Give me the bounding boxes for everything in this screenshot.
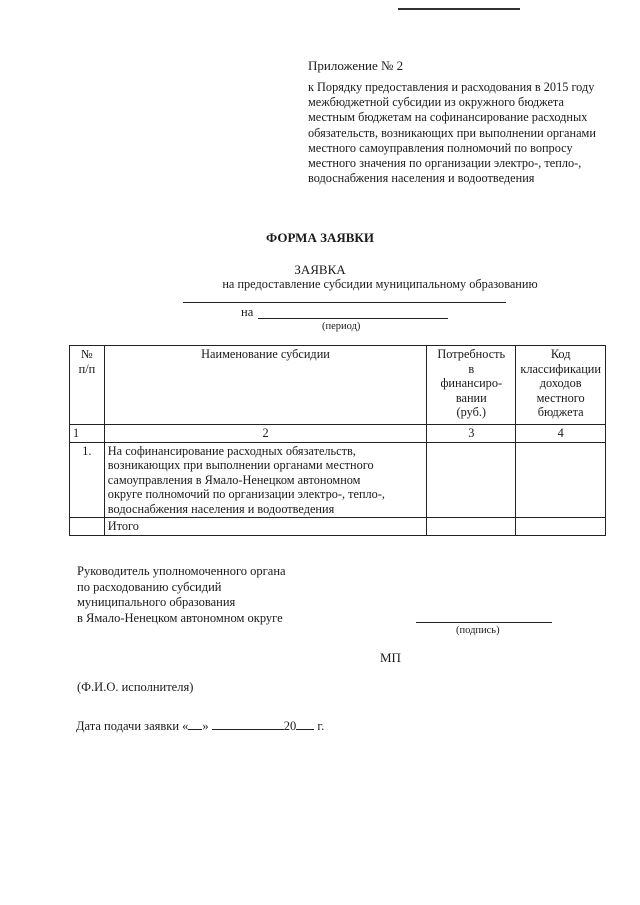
submission-date xyxy=(76,718,324,734)
header-need xyxy=(427,346,516,425)
row-name-line: самоуправления в Ямало-Ненецком автономном xyxy=(107,472,361,487)
header-num-line: № xyxy=(81,347,93,361)
signer-line: в Ямало-Ненецком автономном округе xyxy=(77,610,283,625)
document-subtitle: на предоставление субсидии муниципальному образованию xyxy=(222,277,538,291)
row-name xyxy=(104,442,426,518)
form-heading: ФОРМА ЗАЯВКИ xyxy=(266,230,374,245)
appendix-line: местным бюджетам на софинансирование расходных xyxy=(308,110,588,125)
header-need-line: (руб.) xyxy=(456,405,487,419)
header-need-line: Потребность xyxy=(437,347,506,361)
signer-line: муниципального образования xyxy=(77,595,236,609)
appendix-line: местного самоуправления полномочий по вопросу xyxy=(308,140,573,155)
appendix-description xyxy=(308,80,628,186)
table-row xyxy=(70,442,606,518)
year-blank[interactable] xyxy=(296,718,314,730)
total-row xyxy=(70,518,606,536)
appendix-line: обязательств, возникающих при выполнении органами xyxy=(308,125,596,140)
column-number: 3 xyxy=(427,425,516,443)
appendix-line: к Порядку предоставления и расходования в 2015 году xyxy=(308,80,595,94)
header-code-line: бюджета xyxy=(537,405,584,419)
year-prefix: 20 xyxy=(283,719,297,733)
header-code-line: классификации xyxy=(520,361,601,376)
appendix-line: местного значения по организации электро-, тепло-, xyxy=(308,156,582,171)
appendix-line: межбюджетной субсидии из окружного бюджета xyxy=(308,95,564,110)
header-num xyxy=(70,346,105,425)
signer-line: по расходованию субсидий xyxy=(77,579,222,594)
signer-line: Руководитель уполномоченного органа xyxy=(77,564,286,578)
column-number: 2 xyxy=(104,425,426,443)
total-need-cell[interactable] xyxy=(427,518,516,536)
header-need-line: финансиро- xyxy=(440,376,503,390)
header-need-line: вании xyxy=(455,390,487,405)
header-code-line: доходов xyxy=(539,376,582,390)
header-num-line: п/п xyxy=(78,361,96,376)
column-number: 1 xyxy=(70,425,105,443)
subsidy-table xyxy=(69,345,606,536)
table-header-row xyxy=(70,346,606,425)
signature-caption: (подпись) xyxy=(456,625,500,636)
signer-block xyxy=(77,564,286,626)
year-suffix: г. xyxy=(317,719,325,733)
total-label: Итого xyxy=(104,518,426,536)
header-code-line: местного xyxy=(536,390,585,405)
row-name-line: водоснабжения населения и водоотведения xyxy=(107,501,335,516)
scan-corner-mark xyxy=(398,0,520,10)
document-title: ЗАЯВКА xyxy=(294,262,346,277)
day-blank[interactable] xyxy=(188,718,202,730)
header-name: Наименование субсидии xyxy=(104,346,426,425)
total-num-cell xyxy=(70,518,105,536)
period-blank-line xyxy=(258,318,448,319)
row-need-cell[interactable] xyxy=(427,442,516,518)
total-code-cell[interactable] xyxy=(516,518,606,536)
column-number: 4 xyxy=(516,425,606,443)
date-quote-close: » xyxy=(202,719,209,733)
row-code-cell[interactable] xyxy=(516,442,606,518)
stamp-place: МП xyxy=(380,650,401,665)
column-number-row xyxy=(70,425,606,443)
row-name-line: На софинансирование расходных обязательств, xyxy=(107,443,356,458)
appendix-number: Приложение № 2 xyxy=(308,58,404,73)
header-need-line: в xyxy=(468,361,475,376)
date-label: Дата подачи заявки « xyxy=(76,719,189,733)
header-code xyxy=(516,346,606,425)
header-code-line: Код xyxy=(550,347,571,361)
row-name-line: возникающих при выполнении органами местного xyxy=(107,458,374,472)
appendix-line: водоснабжения населения и водоотведения xyxy=(308,171,535,186)
signature-line[interactable] xyxy=(416,622,552,623)
month-blank[interactable] xyxy=(212,718,284,730)
row-name-line: округе полномочий по организации электро-, тепло-, xyxy=(107,487,385,501)
period-caption: (период) xyxy=(322,321,361,332)
row-num: 1. xyxy=(70,442,105,518)
period-prefix: на xyxy=(241,305,254,319)
municipality-blank-line xyxy=(183,302,506,303)
executor-name: (Ф.И.О. исполнителя) xyxy=(77,680,194,694)
